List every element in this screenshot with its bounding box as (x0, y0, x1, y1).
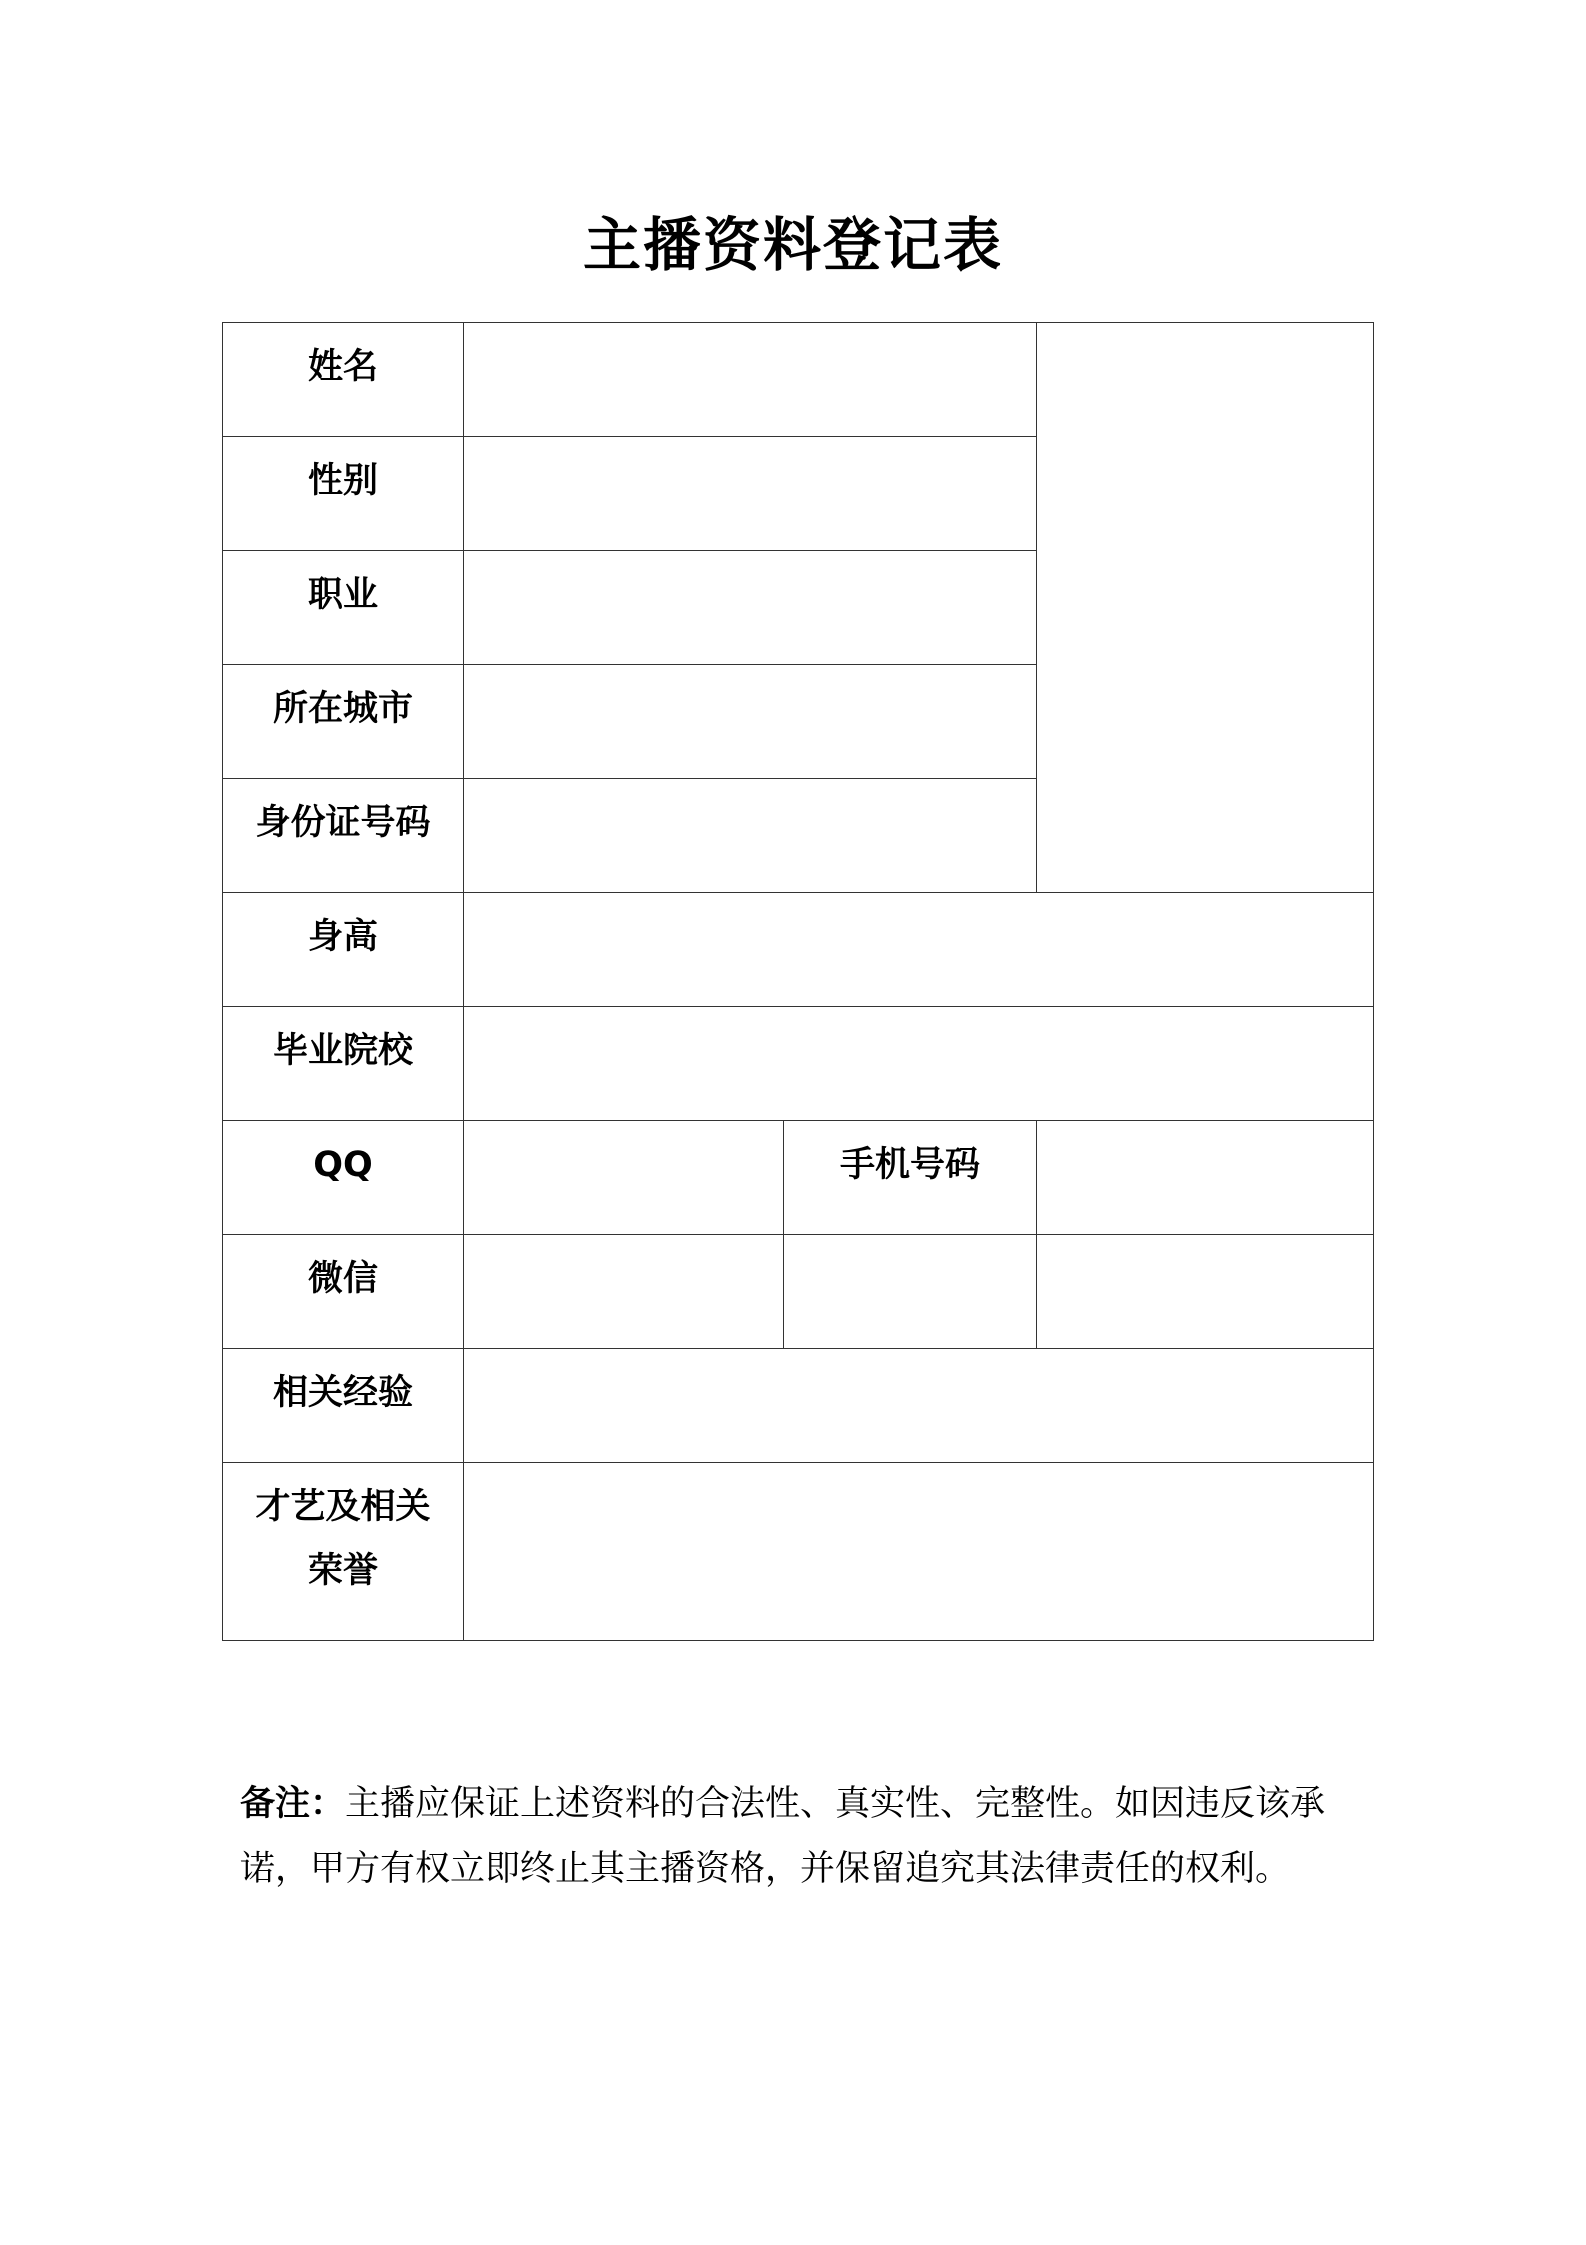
page-title: 主播资料登记表 (582, 211, 1003, 279)
row-name (223, 323, 1374, 437)
label-city: 所在城市 (223, 665, 464, 779)
row-experience (223, 1349, 1374, 1463)
label-wechat: 微信 (223, 1235, 464, 1349)
input-school[interactable] (464, 1007, 1374, 1121)
label-school: 毕业院校 (223, 1007, 464, 1121)
input-id-number[interactable] (464, 779, 1037, 893)
row-height (223, 893, 1374, 1007)
label-talents: 才艺及相关荣誉 (223, 1463, 464, 1641)
input-occupation[interactable] (464, 551, 1037, 665)
registration-form-table (222, 322, 1374, 1641)
row-qq (223, 1121, 1374, 1235)
input-qq[interactable] (464, 1121, 784, 1235)
blank-cell-a[interactable] (784, 1235, 1037, 1349)
label-occupation: 职业 (223, 551, 464, 665)
label-phone: 手机号码 (784, 1121, 1037, 1235)
label-name: 姓名 (223, 323, 464, 437)
input-gender[interactable] (464, 437, 1037, 551)
input-height[interactable] (464, 893, 1374, 1007)
input-experience[interactable] (464, 1349, 1374, 1463)
photo-cell[interactable] (1037, 323, 1374, 893)
label-id-number: 身份证号码 (223, 779, 464, 893)
label-height: 身高 (223, 893, 464, 1007)
label-qq: QQ (223, 1121, 464, 1235)
input-phone[interactable] (1037, 1121, 1374, 1235)
blank-cell-b[interactable] (1037, 1235, 1374, 1349)
row-talents (223, 1463, 1374, 1641)
note-text: 主播应保证上述资料的合法性、真实性、完整性。如因违反该承诺，甲方有权立即终止其主播资格，并保留追究其法律责任的权利。 (240, 1784, 1326, 1889)
label-experience: 相关经验 (223, 1349, 464, 1463)
row-wechat (223, 1235, 1374, 1349)
note-label: 备注： (240, 1784, 346, 1824)
label-gender: 性别 (223, 437, 464, 551)
input-city[interactable] (464, 665, 1037, 779)
input-talents[interactable] (464, 1463, 1374, 1641)
note-paragraph (240, 1772, 1340, 1902)
input-name[interactable] (464, 323, 1037, 437)
row-school (223, 1007, 1374, 1121)
input-wechat[interactable] (464, 1235, 784, 1349)
